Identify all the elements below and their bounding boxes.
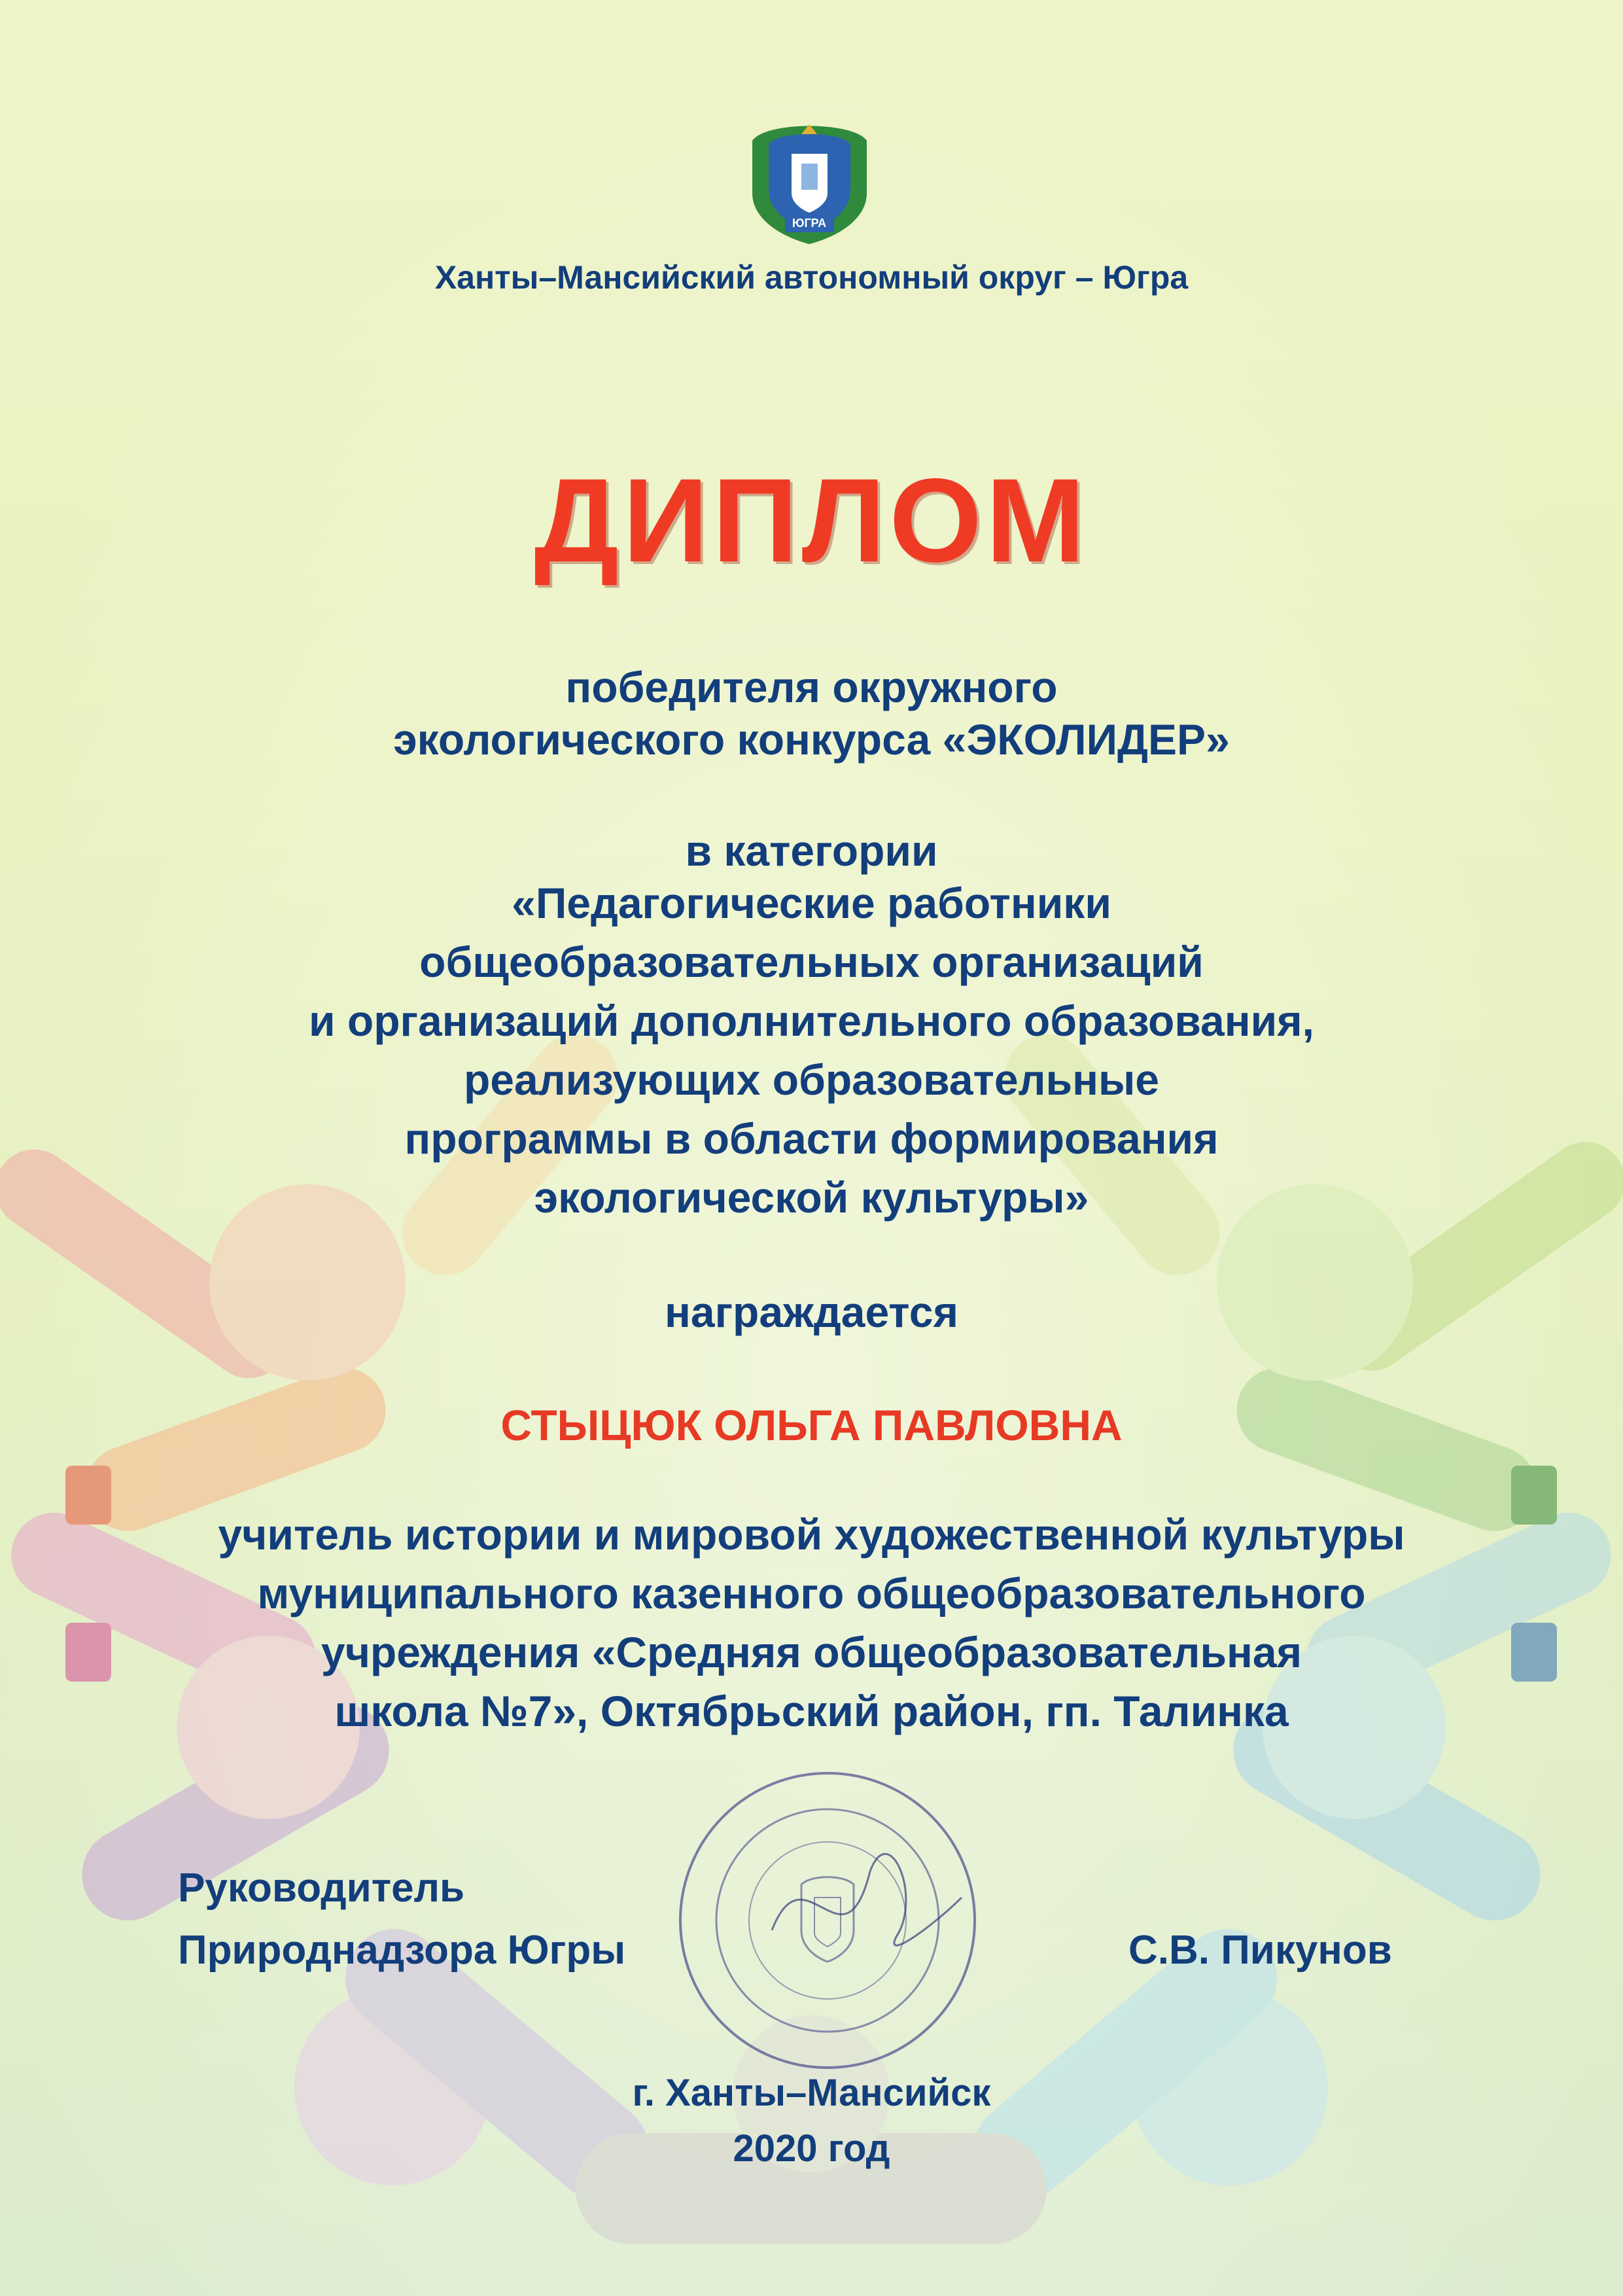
category-line-2: «Педагогические работники xyxy=(512,879,1111,927)
award-text: награждается xyxy=(665,1288,958,1336)
footer-city: г. Ханты–Мансийск xyxy=(632,2072,991,2114)
category-line-6: программы в области формирования xyxy=(404,1114,1219,1163)
position-line-4: школа №7», Октябрьский район, гп. Талинка xyxy=(334,1687,1289,1735)
subtitle-line-1: победителя окружного xyxy=(565,663,1058,711)
official-stamp xyxy=(674,1767,981,2074)
position-line-2: муниципального казенного общеобразовательного xyxy=(257,1569,1366,1617)
position-line-3: учреждения «Средняя общеобразовательная xyxy=(321,1628,1302,1676)
category-line-7: экологической культуры» xyxy=(534,1173,1089,1222)
category-line-3: общеобразовательных организаций xyxy=(419,938,1204,986)
diploma-title: ДИПЛОМ xyxy=(534,453,1089,587)
region-name: Ханты–Мансийский автономный округ – Югра xyxy=(434,259,1189,296)
recipient-name: СТЫЦЮК ОЛЬГА ПАВЛОВНА xyxy=(500,1401,1123,1449)
footer-year: 2020 год xyxy=(733,2127,890,2170)
signatory-title-line-1: Руководитель xyxy=(178,1865,465,1911)
category-line-4: и организаций дополнительного образования, xyxy=(308,997,1315,1045)
emblem-caption: ЮГРА xyxy=(792,217,827,230)
handwritten-signature xyxy=(772,1854,962,1945)
position-line-1: учитель истории и мировой художественной культуры xyxy=(218,1510,1405,1559)
category-line-1: в категории xyxy=(685,826,938,875)
signatory-title-line-2: Природнадзора Югры xyxy=(178,1928,626,1973)
coat-of-arms-emblem xyxy=(739,115,880,245)
signatory-name: С.В. Пикунов xyxy=(1128,1928,1392,1973)
category-line-5: реализующих образовательные xyxy=(463,1055,1160,1104)
subtitle-line-2: экологического конкурса «ЭКОЛИДЕР» xyxy=(393,715,1230,764)
